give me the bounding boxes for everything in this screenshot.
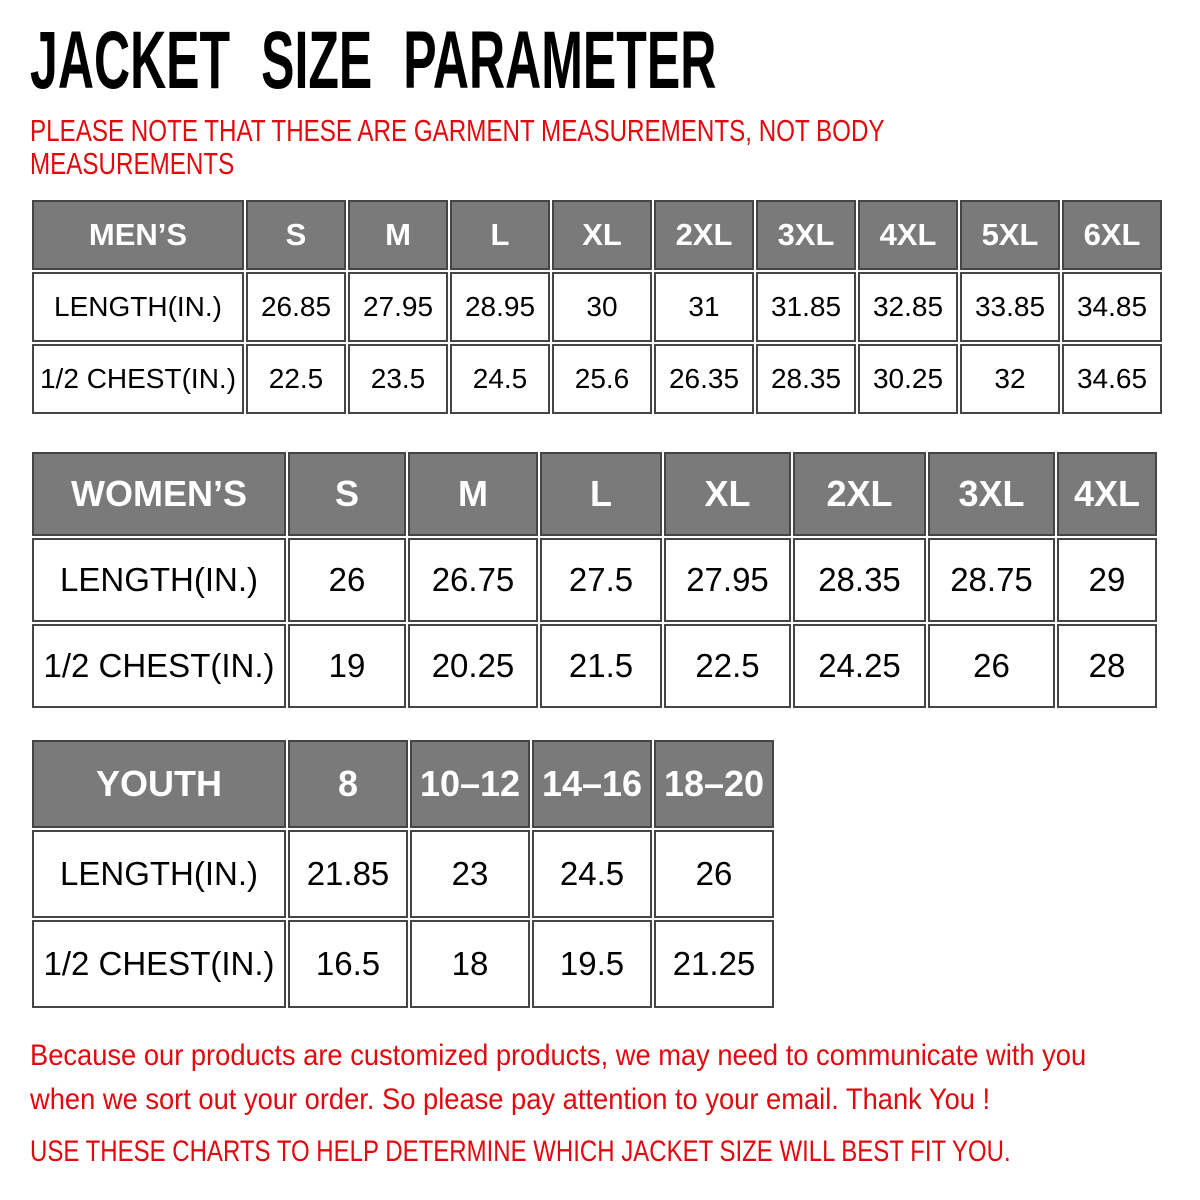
charts-tip-text: USE THESE CHARTS TO HELP DETERMINE WHICH JACKET SIZE WILL BEST FIT YOU. <box>30 1135 1011 1168</box>
garment-note <box>30 114 1172 180</box>
row-label-cell: 1/2 CHEST(IN.) <box>32 344 244 414</box>
size-value-cell: 21.85 <box>288 830 408 918</box>
size-header-cell: 3XL <box>756 200 856 270</box>
table-header-row <box>32 452 1157 536</box>
size-header-cell: L <box>540 452 662 536</box>
row-label-cell: 1/2 CHEST(IN.) <box>32 920 286 1008</box>
size-value-cell: 27.5 <box>540 538 662 622</box>
garment-note-text-1: PLEASE NOTE THAT THESE ARE GARMENT MEASUREMENTS, NOT BODY <box>30 113 885 148</box>
size-value-cell: 20.25 <box>408 624 538 708</box>
table-header-row <box>32 200 1162 270</box>
table-row <box>32 920 774 1008</box>
table-row <box>32 624 1157 708</box>
size-value-cell: 16.5 <box>288 920 408 1008</box>
size-value-cell: 19 <box>288 624 406 708</box>
size-header-cell: 2XL <box>654 200 754 270</box>
size-value-cell: 22.5 <box>246 344 346 414</box>
mens-size-table <box>30 198 1164 416</box>
youth-size-table <box>30 738 776 1010</box>
footer-note <box>30 1034 1172 1122</box>
size-header-cell: XL <box>552 200 652 270</box>
table-header-row <box>32 740 774 828</box>
size-value-cell: 28.35 <box>793 538 926 622</box>
size-header-cell: 3XL <box>928 452 1055 536</box>
size-value-cell: 32 <box>960 344 1060 414</box>
size-header-cell: L <box>450 200 550 270</box>
row-label-cell: 1/2 CHEST(IN.) <box>32 624 286 708</box>
size-value-cell: 21.25 <box>654 920 774 1008</box>
size-value-cell: 24.5 <box>450 344 550 414</box>
size-value-cell: 26 <box>654 830 774 918</box>
size-value-cell: 31 <box>654 272 754 342</box>
size-value-cell: 26.75 <box>408 538 538 622</box>
garment-note-line-2 <box>30 147 1172 180</box>
footer-note-line-1 <box>30 1034 1172 1078</box>
row-label-cell: LENGTH(IN.) <box>32 272 244 342</box>
size-value-cell: 34.85 <box>1062 272 1162 342</box>
size-value-cell: 27.95 <box>348 272 448 342</box>
mens-table-title-cell: MEN’S <box>32 200 244 270</box>
table-row <box>32 272 1162 342</box>
size-value-cell: 23.5 <box>348 344 448 414</box>
size-header-cell: S <box>288 452 406 536</box>
size-value-cell: 24.5 <box>532 830 652 918</box>
size-header-cell: M <box>348 200 448 270</box>
garment-note-line-1 <box>30 114 1172 147</box>
size-value-cell: 30.25 <box>858 344 958 414</box>
size-header-cell: XL <box>664 452 791 536</box>
size-value-cell: 22.5 <box>664 624 791 708</box>
charts-tip-line <box>30 1134 1172 1170</box>
size-header-cell: 8 <box>288 740 408 828</box>
page-title-text: JACKET SIZE PARAMETER <box>30 15 717 106</box>
size-header-cell: 5XL <box>960 200 1060 270</box>
footer-note-text-1: Because our products are customized products, we may need to communicate with you <box>30 1039 1087 1072</box>
size-value-cell: 28 <box>1057 624 1157 708</box>
size-header-cell: 2XL <box>793 452 926 536</box>
table-row <box>32 344 1162 414</box>
size-value-cell: 28.95 <box>450 272 550 342</box>
size-value-cell: 26 <box>288 538 406 622</box>
size-value-cell: 26 <box>928 624 1055 708</box>
size-value-cell: 28.35 <box>756 344 856 414</box>
garment-note-text-2: MEASUREMENTS <box>30 146 235 181</box>
page-title <box>30 15 1172 106</box>
size-value-cell: 34.65 <box>1062 344 1162 414</box>
size-header-cell: M <box>408 452 538 536</box>
table-row <box>32 830 774 918</box>
size-value-cell: 26.35 <box>654 344 754 414</box>
size-header-cell: S <box>246 200 346 270</box>
size-value-cell: 28.75 <box>928 538 1055 622</box>
youth-table-title-cell: YOUTH <box>32 740 286 828</box>
size-value-cell: 25.6 <box>552 344 652 414</box>
womens-table-title-cell: WOMEN’S <box>32 452 286 536</box>
size-value-cell: 30 <box>552 272 652 342</box>
table-row <box>32 538 1157 622</box>
womens-size-table <box>30 450 1159 710</box>
size-value-cell: 32.85 <box>858 272 958 342</box>
size-value-cell: 24.25 <box>793 624 926 708</box>
size-value-cell: 31.85 <box>756 272 856 342</box>
footer-note-line-2 <box>30 1078 1172 1122</box>
size-value-cell: 18 <box>410 920 530 1008</box>
size-header-cell: 10–12 <box>410 740 530 828</box>
row-label-cell: LENGTH(IN.) <box>32 830 286 918</box>
size-header-cell: 6XL <box>1062 200 1162 270</box>
size-value-cell: 33.85 <box>960 272 1060 342</box>
size-value-cell: 23 <box>410 830 530 918</box>
size-header-cell: 18–20 <box>654 740 774 828</box>
size-header-cell: 4XL <box>1057 452 1157 536</box>
size-value-cell: 19.5 <box>532 920 652 1008</box>
size-value-cell: 29 <box>1057 538 1157 622</box>
size-value-cell: 26.85 <box>246 272 346 342</box>
row-label-cell: LENGTH(IN.) <box>32 538 286 622</box>
size-header-cell: 4XL <box>858 200 958 270</box>
size-header-cell: 14–16 <box>532 740 652 828</box>
footer-note-text-2: when we sort out your order. So please pay attention to your email. Thank You ! <box>30 1083 991 1116</box>
size-value-cell: 21.5 <box>540 624 662 708</box>
size-value-cell: 27.95 <box>664 538 791 622</box>
